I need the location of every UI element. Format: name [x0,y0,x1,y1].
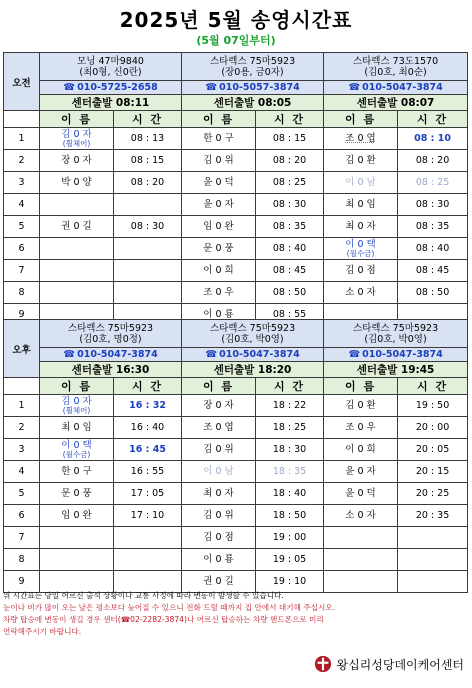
period-label: 오전 [4,53,40,111]
passenger-name-text: 임 0 완 [203,220,234,232]
passenger-name-text: 이 0 택 [61,439,92,451]
passenger-name [40,238,114,260]
passenger-name-text: 장 0 자 [61,154,92,166]
pickup-time: 18 : 30 [256,439,324,461]
table-row [4,439,468,461]
pickup-time: 20 : 05 [398,439,468,461]
pickup-time: 08 : 40 [398,238,468,260]
pickup-time: 18 : 40 [256,483,324,505]
table-row [4,417,468,439]
passenger-name-text: 최 0 임 [345,198,376,210]
passenger-name [40,194,114,216]
passenger-name [182,172,256,194]
passenger-name-text: 김 0 환 [345,399,376,411]
passenger-name-text: 최 0 임 [61,421,92,433]
pickup-time: 08 : 10 [398,128,468,150]
pickup-time: 16 : 45 [114,439,182,461]
depart-row [4,95,468,111]
morning-schedule-table [3,52,468,326]
vehicle-info [324,320,468,348]
passenger-name-text: 권 0 길 [203,575,234,587]
passenger-name-text: 이 0 룡 [203,308,234,320]
table-row [4,549,468,571]
vehicle-name: 스타렉스 75마5923 [352,322,439,334]
passenger-name [182,483,256,505]
passenger-name-text: 김 0 위 [203,154,234,166]
pickup-time: 08 : 30 [114,216,182,238]
notice-line: 눈이나 비가 많이 오는 날은 평소보다 늦어질 수 있으니 전화 드릴 때까지 집 안에서 대기해 주십시오. [3,603,336,612]
phone-number: 010-5047-3874 [219,349,300,360]
table-row [4,260,468,282]
notice-line: 연락해주시기 바랍니다. [3,627,82,636]
pickup-time: 20 : 35 [398,505,468,527]
footer [314,655,464,673]
passenger-name [324,395,398,417]
table-row [4,194,468,216]
pickup-time: 19 : 00 [256,527,324,549]
passenger-name [182,527,256,549]
passenger-name-text: 김 0 점 [203,531,234,543]
depart-time: 센터출발 19:45 [324,362,468,378]
pickup-time: 08 : 20 [114,172,182,194]
pickup-time: 20 : 15 [398,461,468,483]
passenger-name [182,128,256,150]
vehicle-crew: (김0호, 명0정) [79,333,142,345]
vehicle-crew: (장0용, 금0자) [221,66,284,78]
passenger-name [182,505,256,527]
phone-number: 010-5057-3874 [219,82,300,93]
passenger-name [40,282,114,304]
passenger-name [324,216,398,238]
passenger-name [40,260,114,282]
column-header-time: 시 간 [256,378,324,395]
pickup-time: 20 : 25 [398,483,468,505]
vehicle-name: 모닝 47마9840 [77,55,144,67]
passenger-name-text: 권 0 길 [61,220,92,232]
passenger-name [182,417,256,439]
vehicle-crew: (김0호, 박0영) [364,333,427,345]
phone-icon: ☎ [348,82,361,93]
passenger-name [324,527,398,549]
passenger-name [182,194,256,216]
passenger-name-text: 윤 0 덕 [203,176,234,188]
passenger-name [324,505,398,527]
row-number: 2 [4,417,40,439]
pickup-time: 16 : 32 [114,395,182,417]
passenger-name-text: 김 0 자 [61,128,92,140]
pickup-time: 08 : 25 [398,172,468,194]
row-number: 1 [4,395,40,417]
row-number: 7 [4,260,40,282]
passenger-name [324,417,398,439]
passenger-name [40,417,114,439]
notice-line: 위 시간표는 당일 어르신 출석 상황이나 교통 사정에 따라 변동이 발생할 수 있습니다. [3,591,284,600]
passenger-name-text: 이 0 남 [345,176,376,188]
vehicle-phone [182,348,324,362]
vehicle-crew: (김0호, 박0영) [221,333,284,345]
pickup-time: 08 : 13 [114,128,182,150]
passenger-name-text: 문 0 풍 [61,487,92,499]
row-number: 5 [4,216,40,238]
pickup-time: 08 : 15 [114,150,182,172]
column-header-name: 이 름 [40,111,114,128]
passenger-name-text: 윤 0 덕 [345,487,376,499]
passenger-name [182,395,256,417]
table-row [4,483,468,505]
row-number: 9 [4,304,40,326]
row-number: 1 [4,128,40,150]
passenger-name-text: 윤 0 자 [203,198,234,210]
phone-icon: ☎ [348,349,361,360]
column-header-blank [4,378,40,395]
pickup-time [114,260,182,282]
passenger-name [40,549,114,571]
passenger-name-text: 조 0 우 [203,286,234,298]
phone-icon: ☎ [205,349,218,360]
page-title: 2025년 5월 송영시간표 [119,8,353,32]
phone-icon: ☎ [63,82,76,93]
passenger-name [40,172,114,194]
passenger-name-text: 한 0 구 [61,465,92,477]
table-row [4,527,468,549]
row-number: 8 [4,549,40,571]
organization-name: 왕십리성당데이케어센터 [336,657,464,672]
passenger-name [324,461,398,483]
passenger-note: (휠체어) [62,405,91,415]
pickup-time: 08 : 40 [256,238,324,260]
depart-time: 센터출발 18:20 [182,362,324,378]
pickup-time: 18 : 35 [256,461,324,483]
phone-number: 010-5047-3874 [362,82,443,93]
pickup-time: 08 : 55 [256,304,324,326]
passenger-name [324,150,398,172]
column-header-time: 시 간 [114,378,182,395]
passenger-name [182,216,256,238]
passenger-name [40,395,114,417]
vehicle-phone [182,81,324,95]
passenger-name [40,128,114,150]
passenger-name [324,260,398,282]
table-row [4,395,468,417]
pickup-time: 08 : 20 [256,150,324,172]
passenger-note: (휠체어) [62,138,91,148]
depart-time: 센터출발 08:07 [324,95,468,111]
vehicle-row [4,320,468,348]
table-row [4,150,468,172]
pickup-time [114,194,182,216]
row-number: 2 [4,150,40,172]
vehicle-info [182,320,324,348]
row-number: 9 [4,571,40,593]
column-header-name: 이 름 [182,111,256,128]
vehicle-phone [324,348,468,362]
row-number: 5 [4,483,40,505]
phone-row [4,81,468,95]
pickup-time: 18 : 22 [256,395,324,417]
pickup-time: 20 : 00 [398,417,468,439]
column-header-blank [4,111,40,128]
pickup-time [398,549,468,571]
pickup-time: 08 : 15 [256,128,324,150]
pickup-time: 17 : 10 [114,505,182,527]
vehicle-info [182,53,324,81]
vehicle-info [40,320,182,348]
column-header-row [4,111,468,128]
pickup-time: 08 : 50 [256,282,324,304]
depart-row [4,362,468,378]
pickup-time: 19 : 10 [256,571,324,593]
depart-time: 센터출발 08:11 [40,95,182,111]
pickup-time [114,527,182,549]
passenger-name [40,483,114,505]
passenger-name-text: 김 0 환 [345,154,376,166]
passenger-name [324,194,398,216]
phone-number: 010-5047-3874 [362,349,443,360]
passenger-name-text: 조 0 엽 [203,421,234,433]
passenger-name-text: 소 0 자 [345,509,376,521]
depart-time: 센터출발 08:05 [182,95,324,111]
passenger-name-text: 이 0 택 [345,238,376,250]
passenger-name [324,483,398,505]
pickup-time: 08 : 20 [398,150,468,172]
passenger-name-text: 최 0 자 [203,487,234,499]
column-header-time: 시 간 [256,111,324,128]
passenger-note: (월수금) [346,248,375,258]
column-header-row [4,378,468,395]
vehicle-crew: (김0호, 최0순) [364,66,427,78]
column-header-name: 이 름 [40,378,114,395]
passenger-name-text: 윤 0 자 [345,465,376,477]
passenger-name [182,549,256,571]
passenger-name-text: 김 0 위 [203,509,234,521]
passenger-name-text: 한 0 구 [203,132,234,144]
vehicle-phone [40,348,182,362]
passenger-name [182,461,256,483]
column-header-time: 시 간 [114,111,182,128]
vehicle-info [40,53,182,81]
pickup-time: 08 : 30 [398,194,468,216]
passenger-name [40,150,114,172]
passenger-name [182,150,256,172]
row-number: 6 [4,505,40,527]
pickup-time: 08 : 25 [256,172,324,194]
cross-logo-icon [314,655,332,673]
vehicle-name: 스타렉스 75마5923 [209,55,296,67]
vehicle-name: 스타렉스 75마5923 [209,322,296,334]
pickup-time [114,282,182,304]
column-header-time: 시 간 [398,378,468,395]
period-label: 오후 [4,320,40,378]
passenger-name [324,128,398,150]
passenger-name-text: 박 0 양 [61,176,92,188]
passenger-name-text: 소 0 자 [345,286,376,298]
page-subtitle: (5월 07일부터) [196,34,276,47]
phone-number: 010-5047-3874 [77,349,158,360]
vehicle-crew: (최0형, 신0란) [79,66,142,78]
phone-row [4,348,468,362]
passenger-name-text: 조 0 엽 [345,132,376,144]
table-row [4,216,468,238]
column-header-time: 시 간 [398,111,468,128]
row-number: 3 [4,172,40,194]
table-row [4,282,468,304]
passenger-name [40,505,114,527]
pickup-time: 08 : 45 [256,260,324,282]
passenger-note: (월수금) [62,449,91,459]
passenger-name-text: 이 0 남 [203,465,234,477]
pickup-time: 18 : 50 [256,505,324,527]
pickup-time: 08 : 45 [398,260,468,282]
row-number: 4 [4,461,40,483]
passenger-name-text: 임 0 완 [61,509,92,521]
passenger-name-text: 이 0 희 [345,443,376,455]
vehicle-phone [40,81,182,95]
column-header-name: 이 름 [324,111,398,128]
pickup-time: 16 : 55 [114,461,182,483]
pickup-time: 18 : 25 [256,417,324,439]
vehicle-info [324,53,468,81]
passenger-name [324,439,398,461]
passenger-name-text: 문 0 풍 [203,242,234,254]
pickup-time: 19 : 05 [256,549,324,571]
passenger-name [40,439,114,461]
row-number: 7 [4,527,40,549]
passenger-name [324,549,398,571]
pickup-time: 08 : 50 [398,282,468,304]
row-number: 3 [4,439,40,461]
pickup-time: 19 : 50 [398,395,468,417]
pickup-time: 08 : 35 [398,216,468,238]
passenger-name-text: 김 0 자 [61,395,92,407]
afternoon-schedule-table [3,319,468,593]
vehicle-phone [324,81,468,95]
passenger-name [324,282,398,304]
passenger-name-text: 김 0 점 [345,264,376,276]
phone-number: 010-5725-2658 [77,82,158,93]
passenger-name-text: 이 0 희 [203,264,234,276]
passenger-name [40,216,114,238]
vehicle-name: 스타렉스 75마5923 [67,322,154,334]
phone-icon: ☎ [63,349,76,360]
passenger-name [324,238,398,260]
passenger-name-text: 최 0 자 [345,220,376,232]
table-row [4,505,468,527]
passenger-name [182,439,256,461]
passenger-name [40,527,114,549]
table-row [4,128,468,150]
pickup-time [114,549,182,571]
phone-icon: ☎ [205,82,218,93]
column-header-name: 이 름 [182,378,256,395]
notice-line: 차량 탑승에 변동이 생길 경우 센터(☎02-2282-3874)나 어르신 탑승하는 차량 핸드폰으로 미리 [3,615,324,624]
pickup-time: 16 : 40 [114,417,182,439]
passenger-name [182,260,256,282]
row-number: 8 [4,282,40,304]
notice-text [3,590,469,638]
pickup-time: 08 : 30 [256,194,324,216]
passenger-name [182,282,256,304]
table-row [4,461,468,483]
pickup-time: 17 : 05 [114,483,182,505]
pickup-time [114,238,182,260]
row-number: 6 [4,238,40,260]
vehicle-name: 스타렉스 73도1570 [352,55,439,67]
passenger-name-text: 장 0 자 [203,399,234,411]
pickup-time [398,527,468,549]
passenger-name-text: 조 0 우 [345,421,376,433]
pickup-time: 08 : 35 [256,216,324,238]
table-row [4,172,468,194]
column-header-name: 이 름 [324,378,398,395]
row-number: 4 [4,194,40,216]
passenger-name [40,461,114,483]
passenger-name-text: 김 0 위 [203,443,234,455]
passenger-name [182,238,256,260]
table-row [4,238,468,260]
passenger-name-text: 이 0 룡 [203,553,234,565]
vehicle-row [4,53,468,81]
depart-time: 센터출발 16:30 [40,362,182,378]
passenger-name [324,172,398,194]
